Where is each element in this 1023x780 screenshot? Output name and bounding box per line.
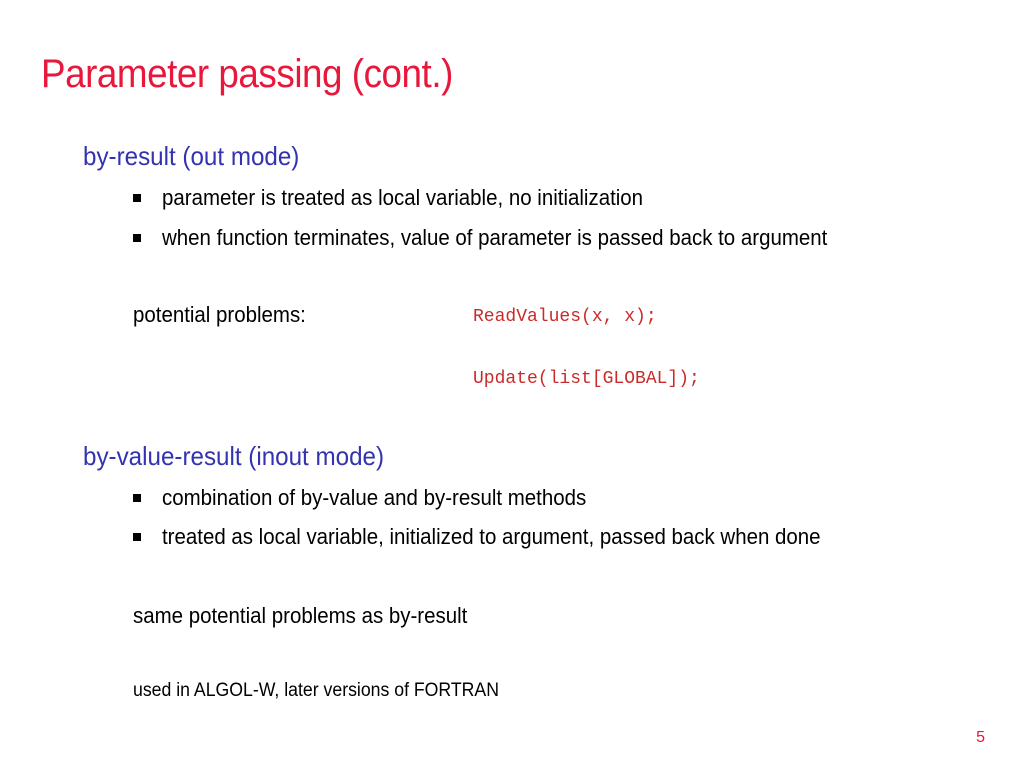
square-bullet-icon <box>133 494 141 502</box>
bullet-text: parameter is treated as local variable, no initialization <box>162 185 644 210</box>
by-result-heading: by-result (out mode) <box>83 141 300 171</box>
bullet-text: treated as local variable, initialized to argument, passed back when done <box>162 524 821 549</box>
slide-title: Parameter passing (cont.) <box>41 52 453 96</box>
bullet-text: combination of by-value and by-result methods <box>162 485 587 510</box>
same-problems-note: same potential problems as by-result <box>133 603 468 628</box>
bullet-text: when function terminates, value of parameter is passed back to argument <box>162 225 828 250</box>
code-example-readvalues: ReadValues(x, x); <box>473 307 657 327</box>
page-number: 5 <box>976 729 985 746</box>
code-example-update: Update(list[GLOBAL]); <box>473 369 700 389</box>
usage-note: used in ALGOL-W, later versions of FORTRAN <box>133 680 499 701</box>
by-value-result-heading: by-value-result (inout mode) <box>83 441 385 471</box>
square-bullet-icon <box>133 533 141 541</box>
square-bullet-icon <box>133 194 141 202</box>
square-bullet-icon <box>133 234 141 242</box>
potential-problems-label: potential problems: <box>133 302 306 327</box>
